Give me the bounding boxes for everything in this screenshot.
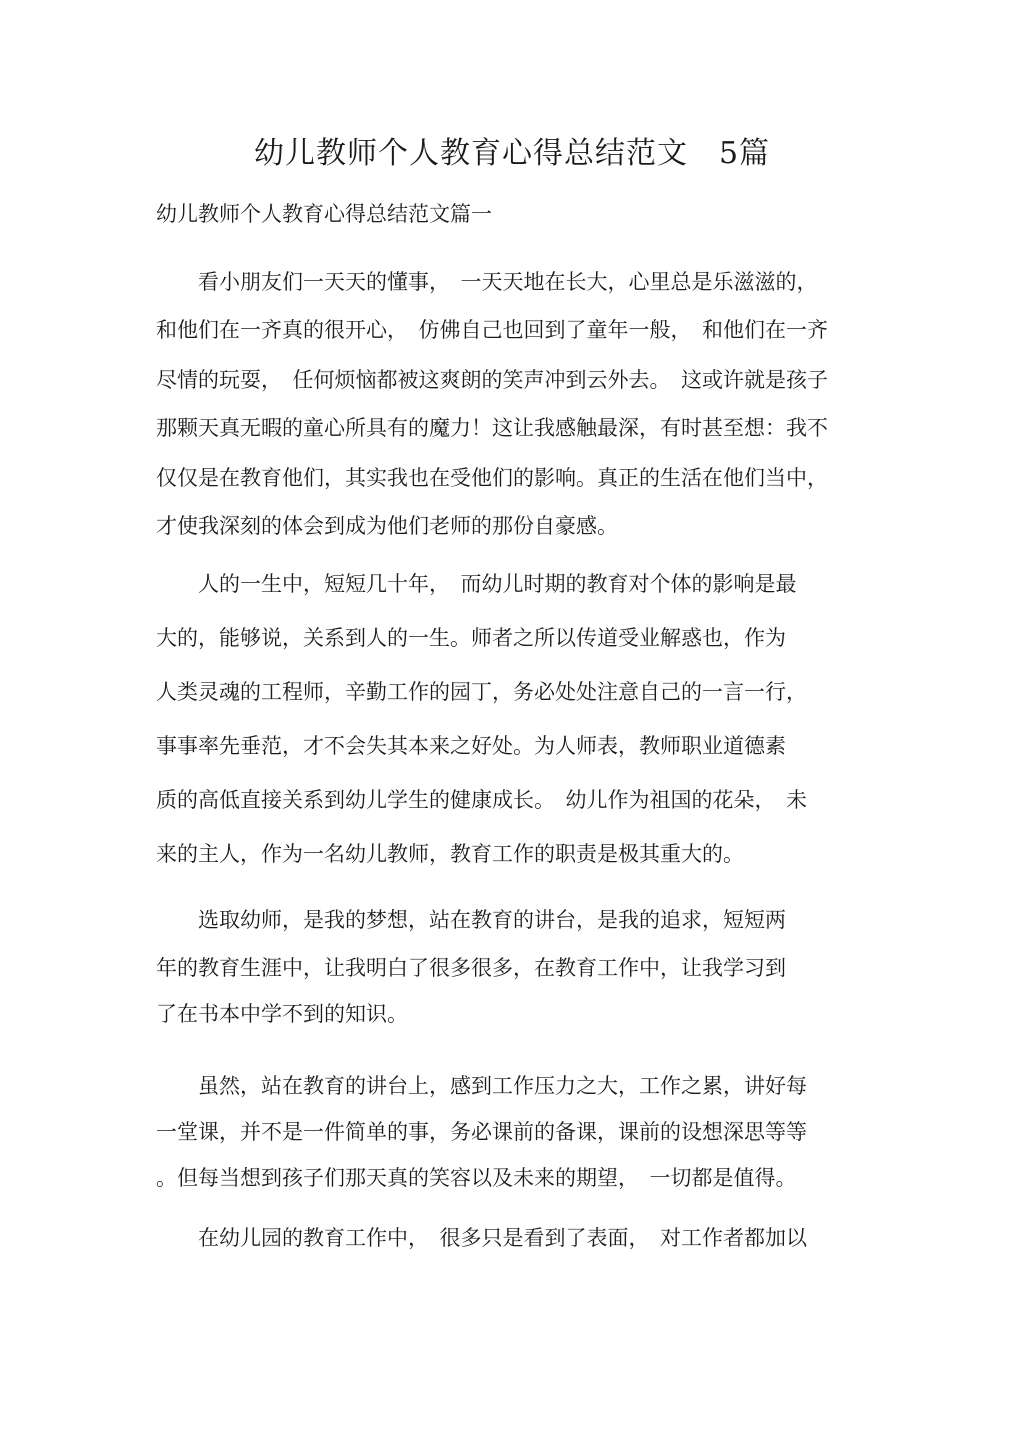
- body-line: 大的，能够说，关系到人的一生。师者之所以传道受业解惑也，作为: [156, 626, 786, 650]
- body-line: 那颗天真无暇的童心所具有的魔力！这让我感触最深，有时甚至想：我不: [156, 416, 828, 440]
- body-line: 在幼儿园的教育工作中， 很多只是看到了表面， 对工作者都加以: [156, 1226, 807, 1250]
- body-line: 才使我深刻的体会到成为他们老师的那份自豪感。: [156, 514, 618, 538]
- body-line: 年的教育生涯中，让我明白了很多很多，在教育工作中，让我学习到: [156, 956, 786, 980]
- body-line: 。但每当想到孩子们那天真的笑容以及未来的期望， 一切都是值得。: [156, 1166, 797, 1190]
- body-line: 和他们在一齐真的很开心， 仿佛自己也回到了童年一般， 和他们在一齐: [156, 318, 828, 342]
- body-line: 人类灵魂的工程师，辛勤工作的园丁，务必处处注意自己的一言一行，: [156, 680, 807, 704]
- section-heading: 幼儿教师个人教育心得总结范文篇一: [156, 202, 492, 226]
- body-line: 质的高低直接关系到幼儿学生的健康成长。 幼儿作为祖国的花朵， 未: [156, 788, 807, 812]
- body-line: 了在书本中学不到的知识。: [156, 1002, 408, 1026]
- body-line: 虽然，站在教育的讲台上，感到工作压力之大，工作之累，讲好每: [156, 1074, 807, 1098]
- body-line: 事事率先垂范，才不会失其本来之好处。为人师表，教师职业道德素: [156, 734, 786, 758]
- body-line: 看小朋友们一天天的懂事， 一天天地在长大，心里总是乐滋滋的，: [156, 270, 818, 294]
- body-line: 人的一生中，短短几十年， 而幼儿时期的教育对个体的影响是最: [156, 572, 797, 596]
- document-title: 幼儿教师个人教育心得总结范文 5篇: [253, 136, 771, 171]
- body-line: 仅仅是在教育他们，其实我也在受他们的影响。真正的生活在他们当中，: [156, 466, 828, 490]
- body-line: 一堂课，并不是一件简单的事，务必课前的备课，课前的设想深思等等: [156, 1120, 807, 1144]
- body-line: 尽情的玩耍， 任何烦恼都被这爽朗的笑声冲到云外去。 这或许就是孩子: [156, 368, 828, 392]
- body-line: 来的主人，作为一名幼儿教师，教育工作的职责是极其重大的。: [156, 842, 744, 866]
- body-line: 选取幼师，是我的梦想，站在教育的讲台，是我的追求，短短两: [156, 908, 786, 932]
